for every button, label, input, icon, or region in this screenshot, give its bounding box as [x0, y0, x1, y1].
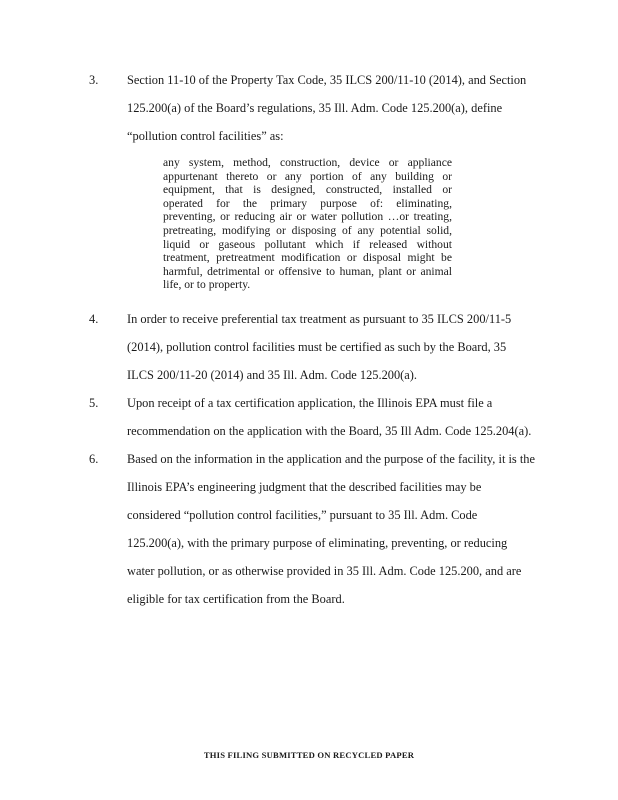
paragraph-line: (2014), pollution control facilities must be certified as such by the Board, 35 [127, 340, 507, 354]
paragraph-line: 125.200(a) of the Board’s regulations, 35 Ill. Adm. Code 125.200(a), define [127, 101, 503, 115]
paragraph-line: Illinois EPA’s engineering judgment that the described facilities may be [127, 480, 482, 494]
quote-line: operated for the primary purpose of: eliminating, [163, 196, 452, 210]
paragraph-line: recommendation on the application with the Board, 35 Ill Adm. Code 125.204(a). [127, 424, 532, 438]
quote-line: liquid or gaseous pollutant which if released without [163, 237, 452, 251]
quote-line: equipment, that is designed, constructed, installed or [163, 183, 452, 197]
page-footer: THIS FILING SUBMITTED ON RECYCLED PAPER [203, 750, 415, 760]
quote-line: appurtenant thereto or any portion of any building or [163, 169, 452, 183]
paragraph-line: eligible for tax certification from the Board. [127, 592, 345, 606]
quote-line: treatment, pretreatment modification or disposal might be [163, 251, 452, 265]
paragraph-line: water pollution, or as otherwise provided in 35 Ill. Adm. Code 125.200, and are [127, 564, 522, 578]
quote-line: harmful, detrimental or offensive to human, plant or animal [163, 264, 452, 278]
quote-line: life, or to property. [163, 278, 251, 292]
paragraph-line: Upon receipt of a tax certification application, the Illinois EPA must file a [127, 396, 493, 410]
paragraph-line: In order to receive preferential tax treatment as pursuant to 35 ILCS 200/11-5 [127, 312, 512, 326]
paragraph-line: “pollution control facilities” as: [127, 129, 284, 143]
quote-line: pretreating, modifying or disposing of any potential solid, [163, 224, 452, 237]
paragraph-line: ILCS 200/11-20 (2014) and 35 Ill. Adm. Code 125.200(a). [127, 368, 417, 382]
paragraph-line: Based on the information in the application and the purpose of the facility, it is the [127, 452, 535, 466]
quote-line: preventing, or reducing air or water pollution …or treating, [163, 210, 452, 224]
paragraph-line: 125.200(a), with the primary purpose of eliminating, preventing, or reducing [127, 536, 508, 550]
paragraph-number: 4. [89, 312, 99, 326]
paragraph-number: 5. [89, 396, 99, 410]
paragraph-number: 3. [89, 73, 99, 87]
paragraph-number: 6. [89, 452, 99, 466]
paragraph-line: Section 11-10 of the Property Tax Code, 35 ILCS 200/11-10 (2014), and Section [127, 73, 527, 87]
paragraph-line: considered “pollution control facilities,” pursuant to 35 Ill. Adm. Code [127, 508, 478, 522]
quote-line: any system, method, construction, device or appliance [163, 156, 452, 169]
